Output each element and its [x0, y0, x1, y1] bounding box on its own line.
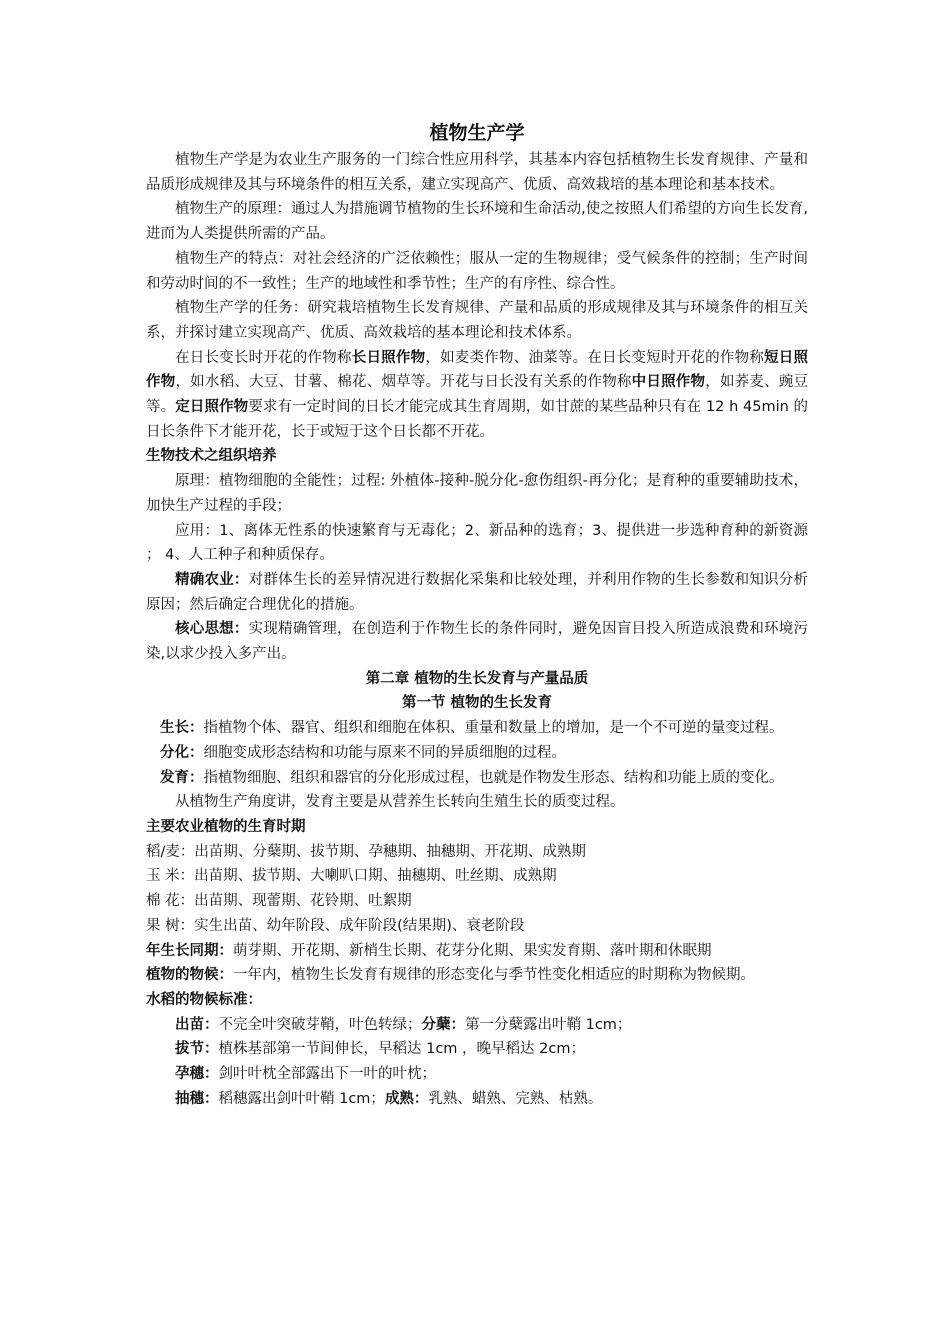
term-long-day: 长日照作物: [351, 349, 426, 366]
text-span: ，如麦类作物、油菜等。在日长变短时开花的作物称: [425, 349, 765, 366]
term-label: 精确农业：: [175, 571, 249, 588]
term-label: 植物的物候：: [146, 967, 233, 984]
term-label: 抽穗：: [175, 1090, 219, 1107]
chapter-heading: 第二章 植物的生长发育与产量品质: [365, 670, 589, 687]
paragraph-phenology: [146, 963, 808, 988]
term-neutral-day: 中日照作物: [631, 374, 706, 391]
text-span: 在日长变长时开花的作物称: [175, 349, 352, 366]
paragraph-growth: [146, 716, 808, 741]
text-span: ，如水稻、大豆、甘薯、棉花、烟草等。开花与日长没有关系的作物称: [175, 374, 632, 391]
heading-growth-periods: 主要农业植物的生育时期: [146, 818, 306, 835]
term-label: 发育：: [160, 769, 204, 786]
text-span: 要求有一定时间的日长才能完成其生育周期，如甘蔗的某些品种只有在 12 h 45min 的日长条件下才能开花，长于或短于这个日长都不开花。: [146, 399, 809, 440]
term-short-day: 短日照作物: [146, 349, 809, 391]
term-label: 分蘖：: [421, 1016, 465, 1033]
text-span: 第一分蘖露出叶鞘 1cm；: [465, 1016, 632, 1033]
paragraph-precision-agriculture: [146, 568, 808, 617]
term-label: 核心思想：: [175, 621, 249, 638]
paragraph-differentiation: [146, 741, 808, 766]
term-label: 成熟：: [384, 1090, 429, 1107]
document-page: [146, 120, 808, 1111]
paragraph-tissue-principle: 原理：植物细胞的全能性；过程: 外植体-接种-脱分化-愈伤组织-再分化；是育种的重要辅助技术，加快生产过程的手段；: [146, 473, 808, 514]
text-span: 指植物个体、器官、组织和细胞在体积、重量和数量上的增加，是一个不可逆的量变过程。: [203, 720, 784, 737]
paragraph-core-idea: [146, 617, 808, 666]
term-label: 出苗：: [175, 1016, 219, 1033]
text-span: 实现精确管理，在创造利于作物生长的条件同时，避免因盲目投入所造成浪费和环境污染,以求少投入多产出。: [146, 621, 809, 663]
text-span: 植株基部第一节间伸长，早稻达 1cm ，晚早稻达 2cm；: [218, 1041, 585, 1058]
term-label: 分化：: [160, 744, 204, 761]
paragraph-tissue-application: 应用：1、离体无性系的快速繁育与无毒化；2、新品种的选育；3、提供进一步选种育种的新资源 ； 4、人工种子和种质保存。: [146, 522, 808, 564]
rice-stage-line: [146, 1013, 808, 1038]
list-item: 果 树：实生出苗、幼年阶段、成年阶段(结果期)、衰老阶段: [146, 917, 525, 934]
list-item: 玉 米：出苗期、拔节期、大喇叭口期、抽穗期、吐丝期、成熟期: [146, 868, 557, 885]
text-span: 萌芽期、开花期、新梢生长期、花芽分化期、果实发育期、落叶期和休眠期: [233, 942, 712, 959]
section-heading: 第一节 植物的生长发育: [401, 695, 553, 712]
list-item: 棉 花：出苗期、现蕾期、花铃期、吐絮期: [146, 893, 412, 910]
text-span: 细胞变成形态结构和功能与原来不同的异质细胞的过程。: [203, 744, 566, 761]
text-span: 剑叶叶枕全部露出下一叶的叶枕；: [218, 1066, 436, 1083]
term-label: 拔节：: [175, 1041, 219, 1058]
text-span: 对群体生长的差异情况进行数据化采集和比较处理，并利用作物的生长参数和知识分析原因；然后确定合理优化的措施。: [146, 571, 809, 613]
term-label: 生长：: [160, 720, 204, 737]
rice-stage-line: [146, 1062, 808, 1087]
heading-rice-phenology: 水稻的物候标准：: [146, 991, 262, 1008]
text-span: 稻穗露出剑叶叶鞘 1cm；: [218, 1090, 385, 1107]
text-span: 指植物细胞、组织和器官的分化形成过程，也就是作物发生形态、结构和功能上质的变化。: [203, 769, 784, 786]
text-span: 一年内，植物生长发育有规律的形态变化与季节性变化相适应的时期称为物候期。: [233, 967, 755, 984]
term-fixed-day: 定日照作物: [175, 399, 249, 416]
term-label: 孕穗：: [175, 1066, 219, 1083]
text-span: 乳熟、蜡熟、完熟、枯熟。: [428, 1090, 603, 1107]
paragraph-annual-cycle: [146, 939, 808, 964]
rice-stage-line: [146, 1037, 808, 1062]
paragraph-development: [146, 766, 808, 791]
paragraph-definition: 植物生产学是为农业生产服务的一门综合性应用科学，其基本内容包括植物生长发育规律、产量和品质形成规律及其与环境条件的相互关系，建立实现高产、优质、高效栽培的基本理论和基本技术。: [146, 152, 808, 193]
text-span: ，如荞麦、豌豆等。: [146, 374, 809, 416]
paragraph-photoperiod: [146, 346, 808, 445]
paragraph-development-note: 从植物生产角度讲，发育主要是从营养生长转向生殖生长的质变过程。: [175, 794, 625, 811]
rice-stage-line: [146, 1087, 808, 1112]
text-span: 不完全叶突破芽鞘，叶色转绿；: [218, 1016, 422, 1033]
paragraph-principle: 植物生产的原理：通过人为措施调节植物的生长环境和生命活动,使之按照人们希望的方向生长发育,进而为人类提供所需的产品。: [146, 201, 808, 243]
paragraph-tasks: 植物生产学的任务：研究栽培植物生长发育规律、产量和品质的形成规律及其与环境条件的相互关系，并探讨建立实现高产、优质、高效栽培的基本理论和技术体系。: [146, 300, 808, 341]
term-label: 年生长同期：: [146, 942, 233, 959]
document-title: 植物生产学: [429, 122, 525, 144]
paragraph-characteristics: 植物生产的特点：对社会经济的广泛依赖性；服从一定的生物规律；受气候条件的控制；生产时间和劳动时间的不一致性；生产的地域性和季节性；生产的有序性、综合性。: [146, 250, 808, 292]
list-item: 稻/麦：出苗期、分蘖期、拔节期、孕穗期、抽穗期、开花期、成熟期: [146, 843, 586, 860]
heading-tissue-culture: 生物技术之组织培养: [146, 448, 277, 465]
